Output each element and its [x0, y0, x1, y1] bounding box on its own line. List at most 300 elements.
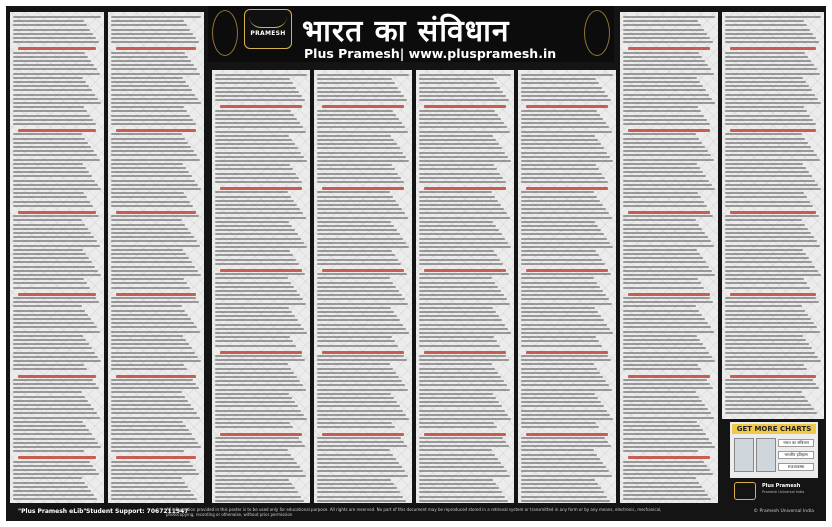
text-line — [215, 196, 291, 198]
text-line — [111, 41, 199, 43]
text-line — [317, 173, 398, 175]
text-line — [215, 340, 293, 342]
text-line — [521, 340, 599, 342]
text-line — [725, 150, 814, 152]
text-line — [623, 310, 699, 312]
text-line — [111, 249, 183, 251]
text-line — [623, 396, 699, 398]
text-line — [623, 318, 705, 320]
text-line — [521, 393, 595, 395]
text-line — [111, 261, 192, 263]
text-line — [13, 335, 83, 337]
text-line — [111, 133, 182, 135]
text-line — [13, 438, 95, 440]
text-line — [215, 156, 304, 158]
text-line — [521, 397, 598, 399]
text-line — [111, 33, 193, 35]
text-line — [111, 232, 191, 234]
text-line — [725, 205, 813, 207]
text-line — [521, 307, 595, 309]
text-line — [13, 106, 84, 108]
text-line — [623, 446, 715, 448]
text-line — [111, 228, 188, 230]
text-line — [111, 318, 191, 320]
pramesh-logo — [244, 9, 292, 49]
text-line — [725, 310, 805, 312]
text-line — [725, 102, 821, 104]
text-line — [317, 204, 399, 206]
logo-text: PRAMESH — [250, 30, 286, 37]
text-line — [13, 228, 88, 230]
text-line — [111, 343, 189, 345]
text-line — [623, 278, 698, 280]
text-line — [215, 91, 299, 93]
text-line — [521, 168, 599, 170]
text-line — [317, 168, 395, 170]
text-line — [111, 287, 190, 289]
text-line — [215, 393, 289, 395]
text-line — [215, 246, 307, 248]
text-line — [111, 408, 194, 410]
text-line — [111, 64, 194, 66]
text-line — [725, 192, 804, 194]
text-line — [111, 364, 184, 366]
text-line — [317, 483, 394, 485]
text-line — [623, 257, 703, 259]
text-line — [13, 205, 93, 207]
text-line — [725, 163, 803, 165]
text-line — [623, 270, 712, 272]
text-line — [623, 85, 703, 87]
text-line — [725, 387, 819, 389]
text-line — [317, 475, 408, 477]
text-line — [419, 426, 497, 428]
text-line — [419, 191, 492, 193]
text-line — [521, 324, 607, 326]
text-line — [623, 438, 709, 440]
text-line — [419, 384, 507, 386]
text-line — [419, 152, 505, 154]
text-line — [111, 16, 201, 18]
text-line — [521, 422, 596, 424]
text-line — [13, 326, 97, 328]
text-line — [623, 115, 704, 117]
text-line — [521, 426, 599, 428]
text-line — [215, 368, 291, 370]
text-line — [521, 118, 603, 120]
text-line — [317, 229, 397, 231]
text-line — [521, 345, 602, 347]
text-line — [111, 180, 195, 182]
text-line — [623, 331, 714, 333]
publisher-logo-icon — [734, 482, 756, 500]
text-line — [317, 307, 391, 309]
text-line — [111, 360, 201, 362]
text-line — [623, 184, 712, 186]
publisher-name: Plus Pramesh — [762, 483, 801, 489]
text-line — [725, 228, 808, 230]
section-heading — [116, 129, 196, 132]
text-line — [521, 384, 609, 386]
text-line — [623, 494, 708, 496]
text-line — [317, 196, 393, 198]
text-line — [317, 500, 406, 502]
text-line — [623, 196, 701, 198]
text-line — [13, 446, 101, 448]
text-line — [725, 322, 814, 324]
text-line — [419, 487, 499, 489]
text-line — [215, 135, 289, 137]
text-line — [111, 412, 197, 414]
text-line — [317, 131, 408, 133]
text-line — [419, 315, 499, 317]
text-line — [215, 259, 296, 261]
text-line — [317, 355, 404, 357]
text-line — [725, 412, 817, 414]
text-line — [521, 82, 599, 84]
text-line — [111, 60, 191, 62]
text-line — [521, 156, 610, 158]
text-line — [623, 94, 709, 96]
text-line — [623, 335, 697, 337]
text-line — [111, 429, 189, 431]
text-line — [623, 387, 713, 389]
text-line — [521, 135, 595, 137]
text-line — [419, 319, 502, 321]
text-line — [623, 201, 704, 203]
text-line — [111, 257, 189, 259]
section-heading — [18, 211, 96, 214]
text-line — [521, 380, 606, 382]
text-line — [725, 368, 807, 370]
text-line — [13, 224, 85, 226]
text-line — [111, 163, 183, 165]
text-line — [111, 461, 190, 463]
text-line — [13, 322, 94, 324]
section-heading — [220, 105, 302, 108]
text-line — [419, 147, 502, 149]
text-line — [111, 301, 199, 303]
text-line — [215, 336, 290, 338]
text-line — [317, 282, 393, 284]
text-line — [317, 363, 390, 365]
section-heading — [116, 293, 196, 296]
text-line — [215, 99, 305, 101]
text-line — [215, 311, 292, 313]
text-line — [623, 391, 696, 393]
text-line — [13, 180, 95, 182]
text-line — [13, 115, 90, 117]
text-line — [317, 87, 398, 89]
text-line — [317, 225, 394, 227]
text-line — [13, 417, 100, 419]
text-line — [521, 500, 610, 502]
text-line — [419, 286, 498, 288]
text-line — [215, 328, 304, 330]
text-line — [317, 290, 399, 292]
text-line — [317, 441, 404, 443]
text-line — [317, 393, 391, 395]
text-line — [725, 245, 820, 247]
text-line — [623, 224, 699, 226]
text-line — [215, 277, 288, 279]
text-line — [111, 138, 185, 140]
text-line — [521, 95, 608, 97]
text-line — [13, 240, 97, 242]
text-line — [725, 404, 811, 406]
text-line — [13, 274, 101, 276]
text-line — [13, 297, 96, 299]
text-line — [111, 37, 196, 39]
poster-header — [208, 6, 614, 62]
text-line — [521, 242, 610, 244]
text-line — [13, 450, 84, 452]
text-line — [725, 352, 815, 354]
text-line — [317, 95, 404, 97]
text-line — [111, 438, 195, 440]
text-line — [13, 81, 86, 83]
text-line — [317, 487, 397, 489]
text-line — [13, 461, 90, 463]
text-line — [725, 261, 812, 263]
text-column — [314, 70, 412, 507]
text-line — [317, 462, 399, 464]
text-line — [215, 410, 301, 412]
text-line — [317, 181, 404, 183]
text-line — [521, 328, 610, 330]
text-line — [215, 303, 306, 305]
text-line — [521, 418, 613, 420]
text-line — [13, 192, 84, 194]
text-line — [13, 412, 97, 414]
text-line — [317, 479, 391, 481]
text-line — [111, 20, 184, 22]
text-line — [13, 123, 96, 125]
text-line — [215, 479, 289, 481]
text-line — [521, 277, 594, 279]
text-line — [215, 200, 294, 202]
text-line — [111, 450, 184, 452]
text-line — [521, 470, 609, 472]
text-line — [521, 294, 606, 296]
text-line — [215, 126, 303, 128]
section-heading — [628, 211, 710, 214]
text-line — [215, 470, 303, 472]
text-line — [111, 201, 190, 203]
text-line — [111, 400, 188, 402]
text-line — [317, 418, 409, 420]
text-line — [111, 236, 194, 238]
text-line — [111, 266, 195, 268]
text-line — [419, 246, 511, 248]
text-line — [623, 261, 706, 263]
text-line — [111, 24, 187, 26]
text-line — [13, 383, 96, 385]
text-line — [111, 85, 189, 87]
text-line — [215, 500, 304, 502]
text-line — [215, 212, 303, 214]
text-line — [521, 212, 609, 214]
text-line — [419, 437, 503, 439]
text-line — [623, 16, 715, 18]
text-line — [725, 37, 816, 39]
text-line — [725, 115, 810, 117]
text-line — [521, 483, 598, 485]
section-heading — [526, 351, 608, 354]
text-line — [317, 315, 397, 317]
text-line — [623, 473, 713, 475]
text-line — [215, 380, 300, 382]
text-line — [215, 483, 292, 485]
text-line — [317, 380, 402, 382]
text-line — [215, 355, 302, 357]
text-line — [215, 131, 306, 133]
text-line — [725, 16, 821, 18]
text-line — [317, 368, 393, 370]
text-line — [623, 352, 709, 354]
text-line — [521, 496, 607, 498]
text-line — [521, 286, 600, 288]
text-line — [521, 445, 611, 447]
text-line — [13, 249, 83, 251]
text-line — [317, 319, 400, 321]
text-line — [215, 74, 307, 76]
text-line — [215, 414, 304, 416]
text-line — [317, 437, 401, 439]
text-line — [623, 360, 715, 362]
text-line — [317, 277, 390, 279]
text-line — [623, 477, 696, 479]
text-line — [13, 310, 85, 312]
text-line — [521, 479, 595, 481]
text-line — [419, 91, 503, 93]
section-heading — [424, 105, 506, 108]
text-line — [317, 376, 399, 378]
text-line — [521, 110, 597, 112]
text-line — [419, 242, 508, 244]
text-line — [13, 60, 91, 62]
text-line — [419, 368, 495, 370]
text-line — [111, 314, 188, 316]
text-line — [13, 184, 98, 186]
text-line — [317, 454, 393, 456]
text-line — [521, 441, 608, 443]
text-line — [419, 126, 507, 128]
text-line — [521, 250, 596, 252]
text-line — [623, 119, 707, 121]
text-line — [215, 491, 298, 493]
text-line — [419, 225, 496, 227]
text-line — [725, 159, 820, 161]
student-support: Student Support: 7067211947 — [86, 508, 189, 515]
text-line — [215, 298, 303, 300]
text-line — [725, 85, 809, 87]
text-line — [725, 224, 805, 226]
text-line — [215, 177, 299, 179]
text-line — [623, 171, 703, 173]
text-line — [623, 163, 697, 165]
text-line — [111, 421, 183, 423]
text-line — [13, 64, 94, 66]
text-line — [521, 410, 607, 412]
text-line — [215, 372, 294, 374]
text-line — [111, 253, 186, 255]
text-line — [13, 305, 82, 307]
text-line — [13, 339, 86, 341]
text-line — [13, 347, 92, 349]
text-line — [215, 82, 293, 84]
text-line — [111, 123, 196, 125]
text-line — [725, 253, 806, 255]
promo-item: भारत का संविधान — [778, 439, 814, 447]
text-line — [317, 99, 407, 101]
text-line — [623, 266, 709, 268]
text-line — [317, 191, 390, 193]
text-line — [317, 233, 400, 235]
text-line — [521, 191, 594, 193]
publisher-address: Pramesh Universal India — [762, 490, 805, 494]
text-line — [725, 81, 806, 83]
text-line — [215, 454, 291, 456]
section-heading — [18, 293, 96, 296]
text-line — [521, 405, 604, 407]
text-line — [111, 219, 182, 221]
text-line — [13, 159, 100, 161]
text-line — [725, 175, 812, 177]
text-line — [623, 442, 712, 444]
text-line — [215, 114, 294, 116]
promo-item: भारतीय इतिहास — [778, 451, 814, 459]
text-line — [725, 266, 815, 268]
text-line — [111, 150, 194, 152]
text-line — [215, 401, 295, 403]
text-line — [317, 238, 403, 240]
text-line — [521, 458, 600, 460]
text-line — [215, 164, 290, 166]
text-line — [521, 462, 603, 464]
section-heading — [322, 351, 404, 354]
text-line — [725, 314, 808, 316]
text-line — [215, 87, 296, 89]
text-line — [419, 204, 501, 206]
text-line — [623, 408, 708, 410]
text-line — [111, 245, 200, 247]
section-heading — [628, 375, 710, 378]
section-heading — [322, 187, 404, 190]
text-line — [623, 60, 705, 62]
text-line — [623, 461, 704, 463]
text-line — [13, 486, 88, 488]
text-line — [13, 94, 95, 96]
text-line — [725, 201, 810, 203]
text-line — [215, 263, 299, 265]
text-line — [215, 418, 307, 420]
text-line — [317, 336, 392, 338]
text-line — [521, 359, 611, 361]
text-line — [13, 89, 92, 91]
text-line — [317, 458, 396, 460]
text-line — [521, 363, 594, 365]
section-heading — [322, 269, 404, 272]
text-line — [419, 208, 504, 210]
text-line — [419, 449, 492, 451]
text-line — [215, 376, 297, 378]
text-line — [419, 78, 494, 80]
text-line — [521, 225, 598, 227]
text-line — [521, 87, 602, 89]
section-heading — [322, 433, 404, 436]
text-line — [623, 343, 703, 345]
